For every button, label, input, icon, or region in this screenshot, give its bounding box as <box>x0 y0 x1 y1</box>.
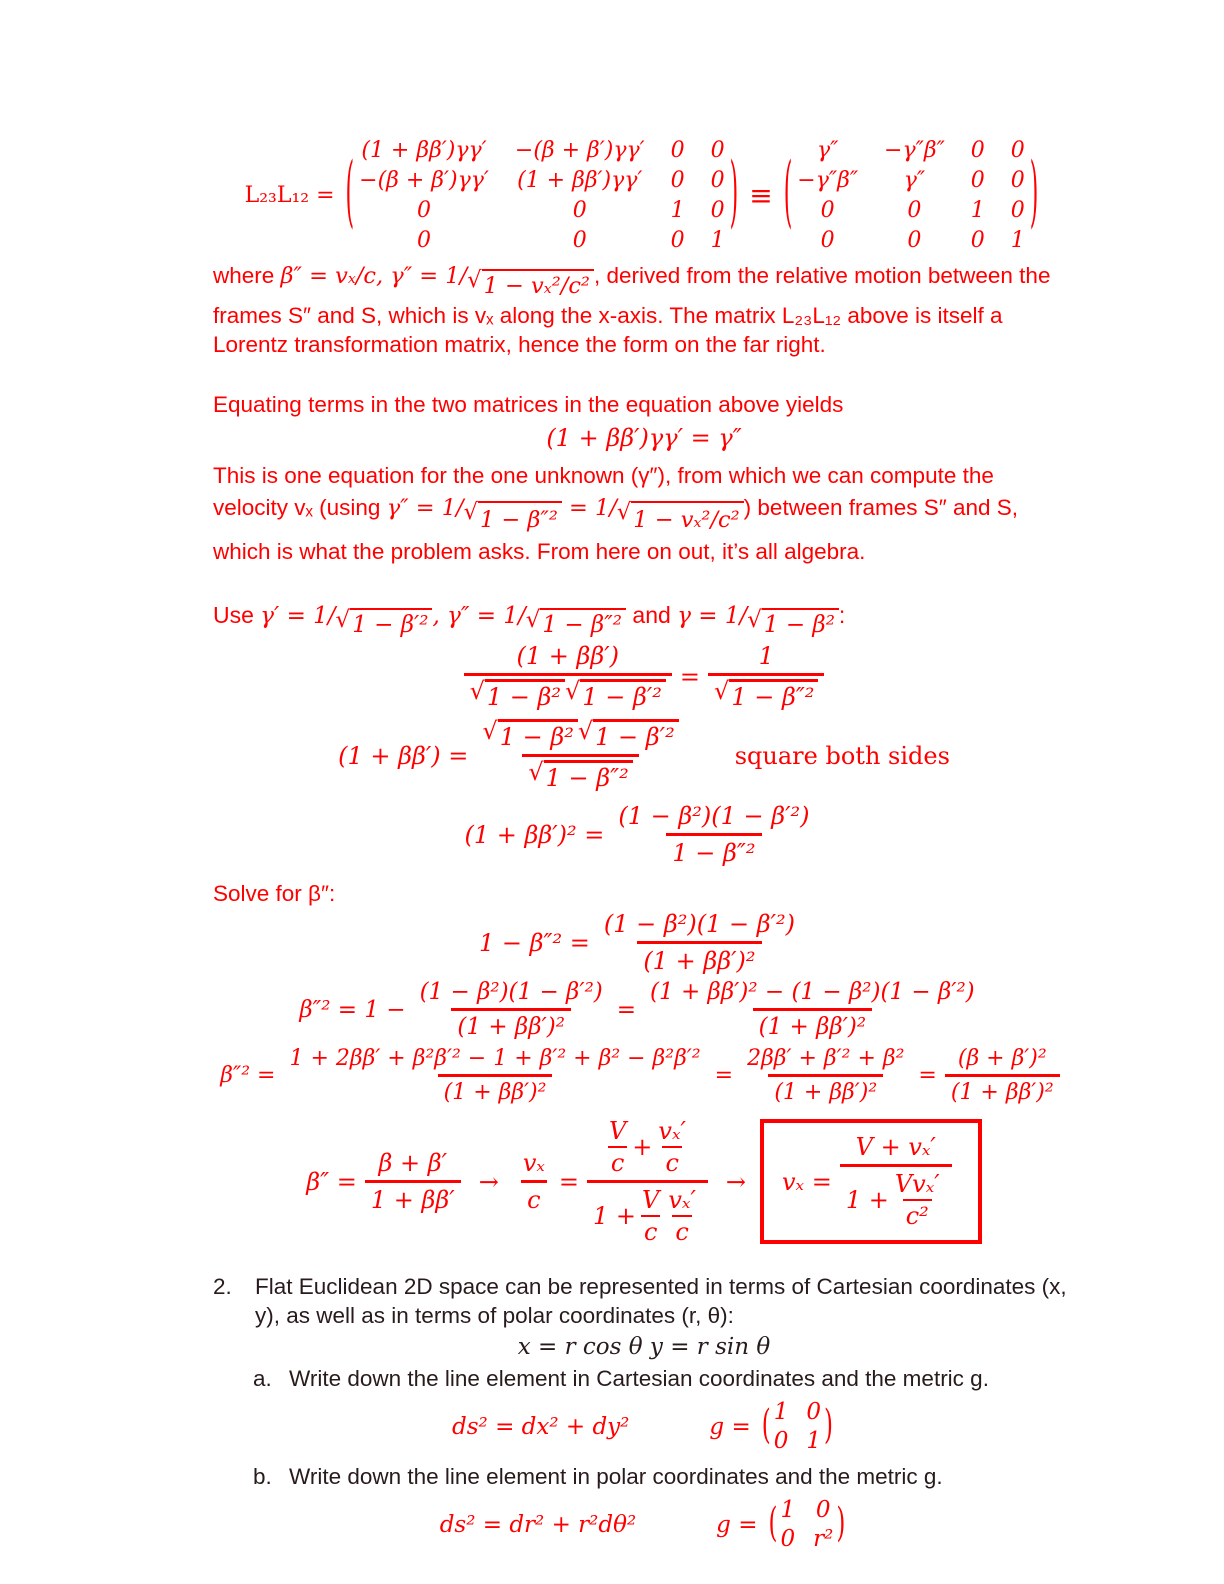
sqrt-expression <box>464 501 562 536</box>
radicand: 1 − β′² <box>580 679 666 711</box>
sqrt-expression <box>528 760 632 792</box>
text-run: , derived from the relative motion between the frames S″ and S, which is vₓ along the x-axis. The matrix L₂₃L₁₂ above is itself a Lorentz transformation matrix, hence the form on the far right. <box>213 263 1051 357</box>
denominator: c <box>608 1146 627 1177</box>
matrix-cell: 0 <box>417 198 432 223</box>
text-run: : <box>838 602 846 628</box>
equation-lhs: β″² = 1 − <box>299 996 406 1023</box>
fraction <box>945 1046 1060 1105</box>
denominator <box>840 1164 952 1230</box>
matrix-cell: 1 <box>780 1497 796 1523</box>
numerator: β + β′ <box>378 1149 448 1177</box>
matrix-cell: 0 <box>1010 198 1025 223</box>
lorentz-result-matrix <box>779 138 1044 253</box>
matrix-cell: 0 <box>417 228 432 253</box>
numerator: V + vₓ′ <box>855 1133 936 1161</box>
denominator <box>522 754 638 792</box>
fraction <box>476 719 684 792</box>
sub-item-text: Write down the line element in polar coordinates and the metric g. <box>289 1464 943 1489</box>
numerator: V <box>642 1186 660 1214</box>
sqrt-icon: √ <box>577 717 594 745</box>
result-box <box>760 1119 982 1244</box>
equals-sign: = <box>558 1167 579 1196</box>
sqrt-icon: √ <box>565 677 581 705</box>
sqrt-expression <box>467 269 594 301</box>
matrix-cell: 0 <box>670 138 685 163</box>
matrix-cell: −(β + β′)γγ′ <box>514 138 645 163</box>
matrix-cell: 0 <box>1010 168 1025 193</box>
denominator: (1 + ββ′)² <box>637 941 761 975</box>
sqrt-icon: √ <box>467 267 482 293</box>
sqrt-icon: √ <box>528 758 544 786</box>
denominator: (1 + ββ′)² <box>438 1074 553 1105</box>
left-paren: ( <box>761 1402 771 1449</box>
matrix-cell: 1 <box>1010 228 1025 253</box>
matrix-cell: 0 <box>572 228 587 253</box>
text-run: 1 + <box>593 1202 637 1230</box>
equation-text: ds² = dr² + r²dθ² <box>439 1511 637 1538</box>
matrix-cell: 0 <box>806 1399 821 1425</box>
sqrt-icon: √ <box>482 717 498 745</box>
matrix-grid <box>359 138 725 253</box>
equation-polar-coordinates <box>213 1334 1075 1360</box>
numerator: (1 − β²)(1 − β′²) <box>618 802 810 830</box>
right-paren: ) <box>823 1402 833 1449</box>
radicand: 1 − β″² <box>544 760 633 792</box>
matrix-cell: γ″ <box>816 138 839 163</box>
matrix-cell: 0 <box>572 198 587 223</box>
radicand: 1 − vₓ²/c² <box>631 501 743 536</box>
fraction <box>708 642 824 711</box>
matrix-cell: 0 <box>970 138 985 163</box>
numerator: (1 + ββ′) <box>516 642 620 670</box>
document-content <box>213 138 1075 1552</box>
equation-gamma <box>213 422 1075 454</box>
numerator: Vvₓ′ <box>894 1170 940 1198</box>
equation-lhs: (1 + ββ′) = <box>338 741 469 770</box>
fraction <box>644 979 981 1040</box>
sub-item-b <box>253 1462 1075 1491</box>
left-paren: ( <box>345 149 355 239</box>
numerator: vₓ′ <box>658 1117 686 1145</box>
matrix-cell: 0 <box>970 168 985 193</box>
sqrt-expression <box>336 608 433 640</box>
fraction <box>655 1117 689 1177</box>
matrix-cell: −γ″β″ <box>797 168 859 193</box>
equation-lhs: β″² = <box>220 1063 276 1088</box>
radicand: 1 − β² <box>498 719 578 751</box>
sub-item-a <box>253 1364 1075 1393</box>
sqrt-icon: √ <box>469 677 485 705</box>
sqrt-icon: √ <box>714 677 730 705</box>
equiv-sign: ≡ <box>749 179 773 212</box>
matrix-cell: 0 <box>820 228 835 253</box>
metric-lhs: g = <box>716 1511 758 1538</box>
right-paren: ) <box>729 149 739 239</box>
fraction-nested <box>587 1117 708 1246</box>
sqrt-expression <box>526 608 626 640</box>
denominator: c <box>662 1146 681 1177</box>
numerator: vₓ′ <box>668 1186 696 1214</box>
equation-text: (1 + ββ′)γγ′ = γ″ <box>546 424 742 452</box>
numerator: vₓ <box>522 1149 545 1177</box>
fraction <box>840 1133 952 1230</box>
matrix-cell: 0 <box>907 228 922 253</box>
matrix-cell: 0 <box>1010 138 1025 163</box>
matrix-cell: 0 <box>970 228 985 253</box>
fraction <box>283 1046 706 1105</box>
numerator: 1 + 2ββ′ + β²β′² − 1 + β′² + β² − β²β′² <box>289 1046 701 1071</box>
equation-square-both-sides <box>213 719 1075 792</box>
sqrt-expression <box>565 679 666 711</box>
numerator <box>597 1117 698 1180</box>
math-run: β″ = vₓ/c, γ″ = 1/ <box>280 263 468 289</box>
fraction <box>892 1170 943 1230</box>
math-run: γ″ = 1/ <box>386 495 464 521</box>
equals-sign: = <box>679 662 701 691</box>
item-text: Flat Euclidean 2D space can be represented in terms of Cartesian coordinates (x, y), as well as in terms of polar coordinates (r, θ): <box>255 1274 1067 1328</box>
matrix-cell: 0 <box>710 198 725 223</box>
text-run: This is one equation for the one unknown (γ″), from which we can compute the velocity vₓ (using <box>213 463 994 520</box>
paragraph-where <box>213 261 1075 359</box>
fraction <box>612 802 815 867</box>
radicand: 1 − β′² <box>350 608 432 640</box>
fraction <box>598 910 801 975</box>
denominator: 1 + ββ′ <box>365 1180 461 1214</box>
denominator: c <box>641 1215 660 1246</box>
sqrt-expression <box>470 679 565 711</box>
matrix-cell: 0 <box>710 138 725 163</box>
matrix-cell: γ″ <box>903 168 926 193</box>
annotation-text: square both sides <box>734 741 950 770</box>
denominator: c <box>672 1215 691 1246</box>
radicand: 1 − β′² <box>593 719 679 751</box>
lorentz-product-matrix <box>341 138 744 253</box>
paragraph-equating: Equating terms in the two matrices in the equation above yields <box>213 392 844 417</box>
line-solve: Solve for β″: <box>213 881 336 906</box>
fraction <box>464 642 672 711</box>
numerator: (β + β′)² <box>957 1046 1047 1071</box>
equals-sign: = <box>616 996 637 1023</box>
equation-text: x = r cos θ y = r sin θ <box>517 1334 771 1360</box>
equation-lhs: (1 + ββ′)² = <box>464 820 605 849</box>
sqrt-expression <box>714 679 818 711</box>
numerator <box>476 719 684 754</box>
metric-lhs: g = <box>709 1413 751 1440</box>
numerator: (1 − β²)(1 − β′²) <box>419 979 603 1005</box>
equation-lhs: 1 − β″² = <box>478 928 590 957</box>
equals-sign: = <box>918 1063 937 1088</box>
fraction <box>741 1046 910 1105</box>
item-number: 2. <box>213 1274 232 1299</box>
matrix-cell: 0 <box>670 228 685 253</box>
fraction <box>517 1149 551 1214</box>
sqrt-expression <box>747 608 839 640</box>
matrix-equation <box>213 138 1075 253</box>
radicand: 1 − β² <box>762 608 839 640</box>
matrix-cell: r² <box>813 1526 834 1552</box>
matrix-cell: 1 <box>970 198 985 223</box>
sqrt-icon: √ <box>616 499 632 525</box>
denominator <box>464 673 672 711</box>
matrix-cell: 0 <box>780 1526 796 1552</box>
denominator <box>587 1180 708 1246</box>
fraction <box>606 1117 629 1177</box>
sqrt-icon: √ <box>525 607 541 633</box>
denominator: c <box>521 1180 546 1214</box>
numerator: V <box>608 1117 627 1145</box>
matrix-cell: 0 <box>820 198 835 223</box>
radicand: 1 − β″² <box>729 679 818 711</box>
text-run: and <box>626 602 678 628</box>
equation-squared <box>213 802 1075 867</box>
numerator: 1 <box>758 642 774 670</box>
matrix-cell: 1 <box>710 228 725 253</box>
numerator: (1 − β²)(1 − β′²) <box>603 910 795 938</box>
equation-ratio <box>213 642 1075 711</box>
equals-sign: = <box>714 1063 734 1088</box>
sqrt-expression <box>578 719 679 751</box>
matrix-grid <box>797 138 1025 253</box>
paragraph-unknown <box>213 460 1075 568</box>
equation-lhs: L₂₃L₁₂ = <box>244 183 335 208</box>
equation-text: ds² = dx² + dy² <box>452 1413 630 1440</box>
left-paren: ( <box>768 1500 778 1547</box>
sub-item-text: Write down the line element in Cartesian coordinates and the metric g. <box>289 1366 989 1391</box>
problem-2-section <box>213 1272 1075 1552</box>
equation-lhs: vₓ = <box>782 1167 832 1196</box>
problem-2-item <box>213 1272 1075 1330</box>
matrix-cell: 0 <box>815 1497 831 1523</box>
radicand: 1 − β″² <box>478 501 562 536</box>
sqrt-icon: √ <box>747 607 762 633</box>
equation-beta-squared-2 <box>213 1046 1075 1105</box>
equation-beta-isolated <box>213 910 1075 975</box>
radicand: 1 − β″² <box>540 608 626 640</box>
matrix-cell: −(β + β′)γγ′ <box>359 168 489 193</box>
matrix-cell: 0 <box>773 1428 789 1454</box>
sqrt-expression <box>482 719 577 751</box>
matrix-cell: 0 <box>710 168 725 193</box>
math-run: , γ″ = 1/ <box>432 603 526 629</box>
equation-lhs: β″ = <box>306 1167 357 1196</box>
fraction <box>414 979 609 1040</box>
matrix-cell: −γ″β″ <box>884 138 945 163</box>
matrix-cell: 1 <box>806 1428 821 1454</box>
metric-matrix <box>765 1497 848 1552</box>
sqrt-icon: √ <box>463 499 478 525</box>
equation-polar-metric <box>213 1497 1075 1552</box>
denominator: (1 + ββ′)² <box>753 1008 873 1040</box>
equation-cartesian-metric <box>213 1399 1075 1454</box>
denominator: (1 + ββ′)² <box>768 1074 883 1105</box>
text-run: where <box>213 263 281 288</box>
right-paren: ) <box>836 1500 846 1547</box>
text-run: Use <box>213 602 261 628</box>
denominator: 1 − β″² <box>666 833 761 867</box>
sqrt-icon: √ <box>335 607 351 633</box>
matrix-cell: 1 <box>670 198 685 223</box>
sub-item-label: b. <box>253 1464 272 1489</box>
numerator: (1 + ββ′)² − (1 − β²)(1 − β′²) <box>650 979 975 1005</box>
denominator: (1 + ββ′)² <box>945 1074 1060 1105</box>
right-paren: ) <box>1029 149 1039 239</box>
matrix-grid <box>780 1497 833 1552</box>
math-run: γ′ = 1/ <box>260 603 336 629</box>
matrix-cell: (1 + ββ′)γγ′ <box>517 168 643 193</box>
equation-velocity-addition <box>213 1117 1075 1246</box>
fraction <box>665 1186 699 1246</box>
numerator: 2ββ′ + β′² + β² <box>747 1046 905 1071</box>
arrow-icon: → <box>478 1167 499 1196</box>
equation-beta-squared-1 <box>213 979 1075 1040</box>
math-run: = 1/ <box>561 495 617 521</box>
matrix-cell: 0 <box>670 168 685 193</box>
fraction <box>365 1149 461 1214</box>
math-run: γ = 1/ <box>677 603 748 629</box>
text-run: 1 + <box>845 1186 889 1214</box>
text-run: ) between frames S″ and S, which is what the problem asks. From here on out, it’s all algebra. <box>213 495 1019 564</box>
denominator <box>708 673 824 711</box>
matrix-cell: 0 <box>907 198 922 223</box>
sub-item-label: a. <box>253 1366 272 1391</box>
matrix-cell: (1 + ββ′)γγ′ <box>361 138 487 163</box>
line-use <box>213 601 1075 640</box>
fraction <box>639 1186 662 1246</box>
denominator: (1 + ββ′)² <box>451 1008 571 1040</box>
left-paren: ( <box>783 149 793 239</box>
radicand: 1 − β² <box>485 679 565 711</box>
metric-matrix <box>759 1399 836 1454</box>
matrix-cell: 1 <box>773 1399 789 1425</box>
sqrt-expression <box>617 501 744 536</box>
plus-sign: + <box>632 1133 653 1161</box>
arrow-icon: → <box>725 1167 746 1196</box>
matrix-grid <box>774 1399 821 1454</box>
radicand: 1 − vₓ²/c² <box>482 269 594 301</box>
denominator: c² <box>903 1199 932 1230</box>
